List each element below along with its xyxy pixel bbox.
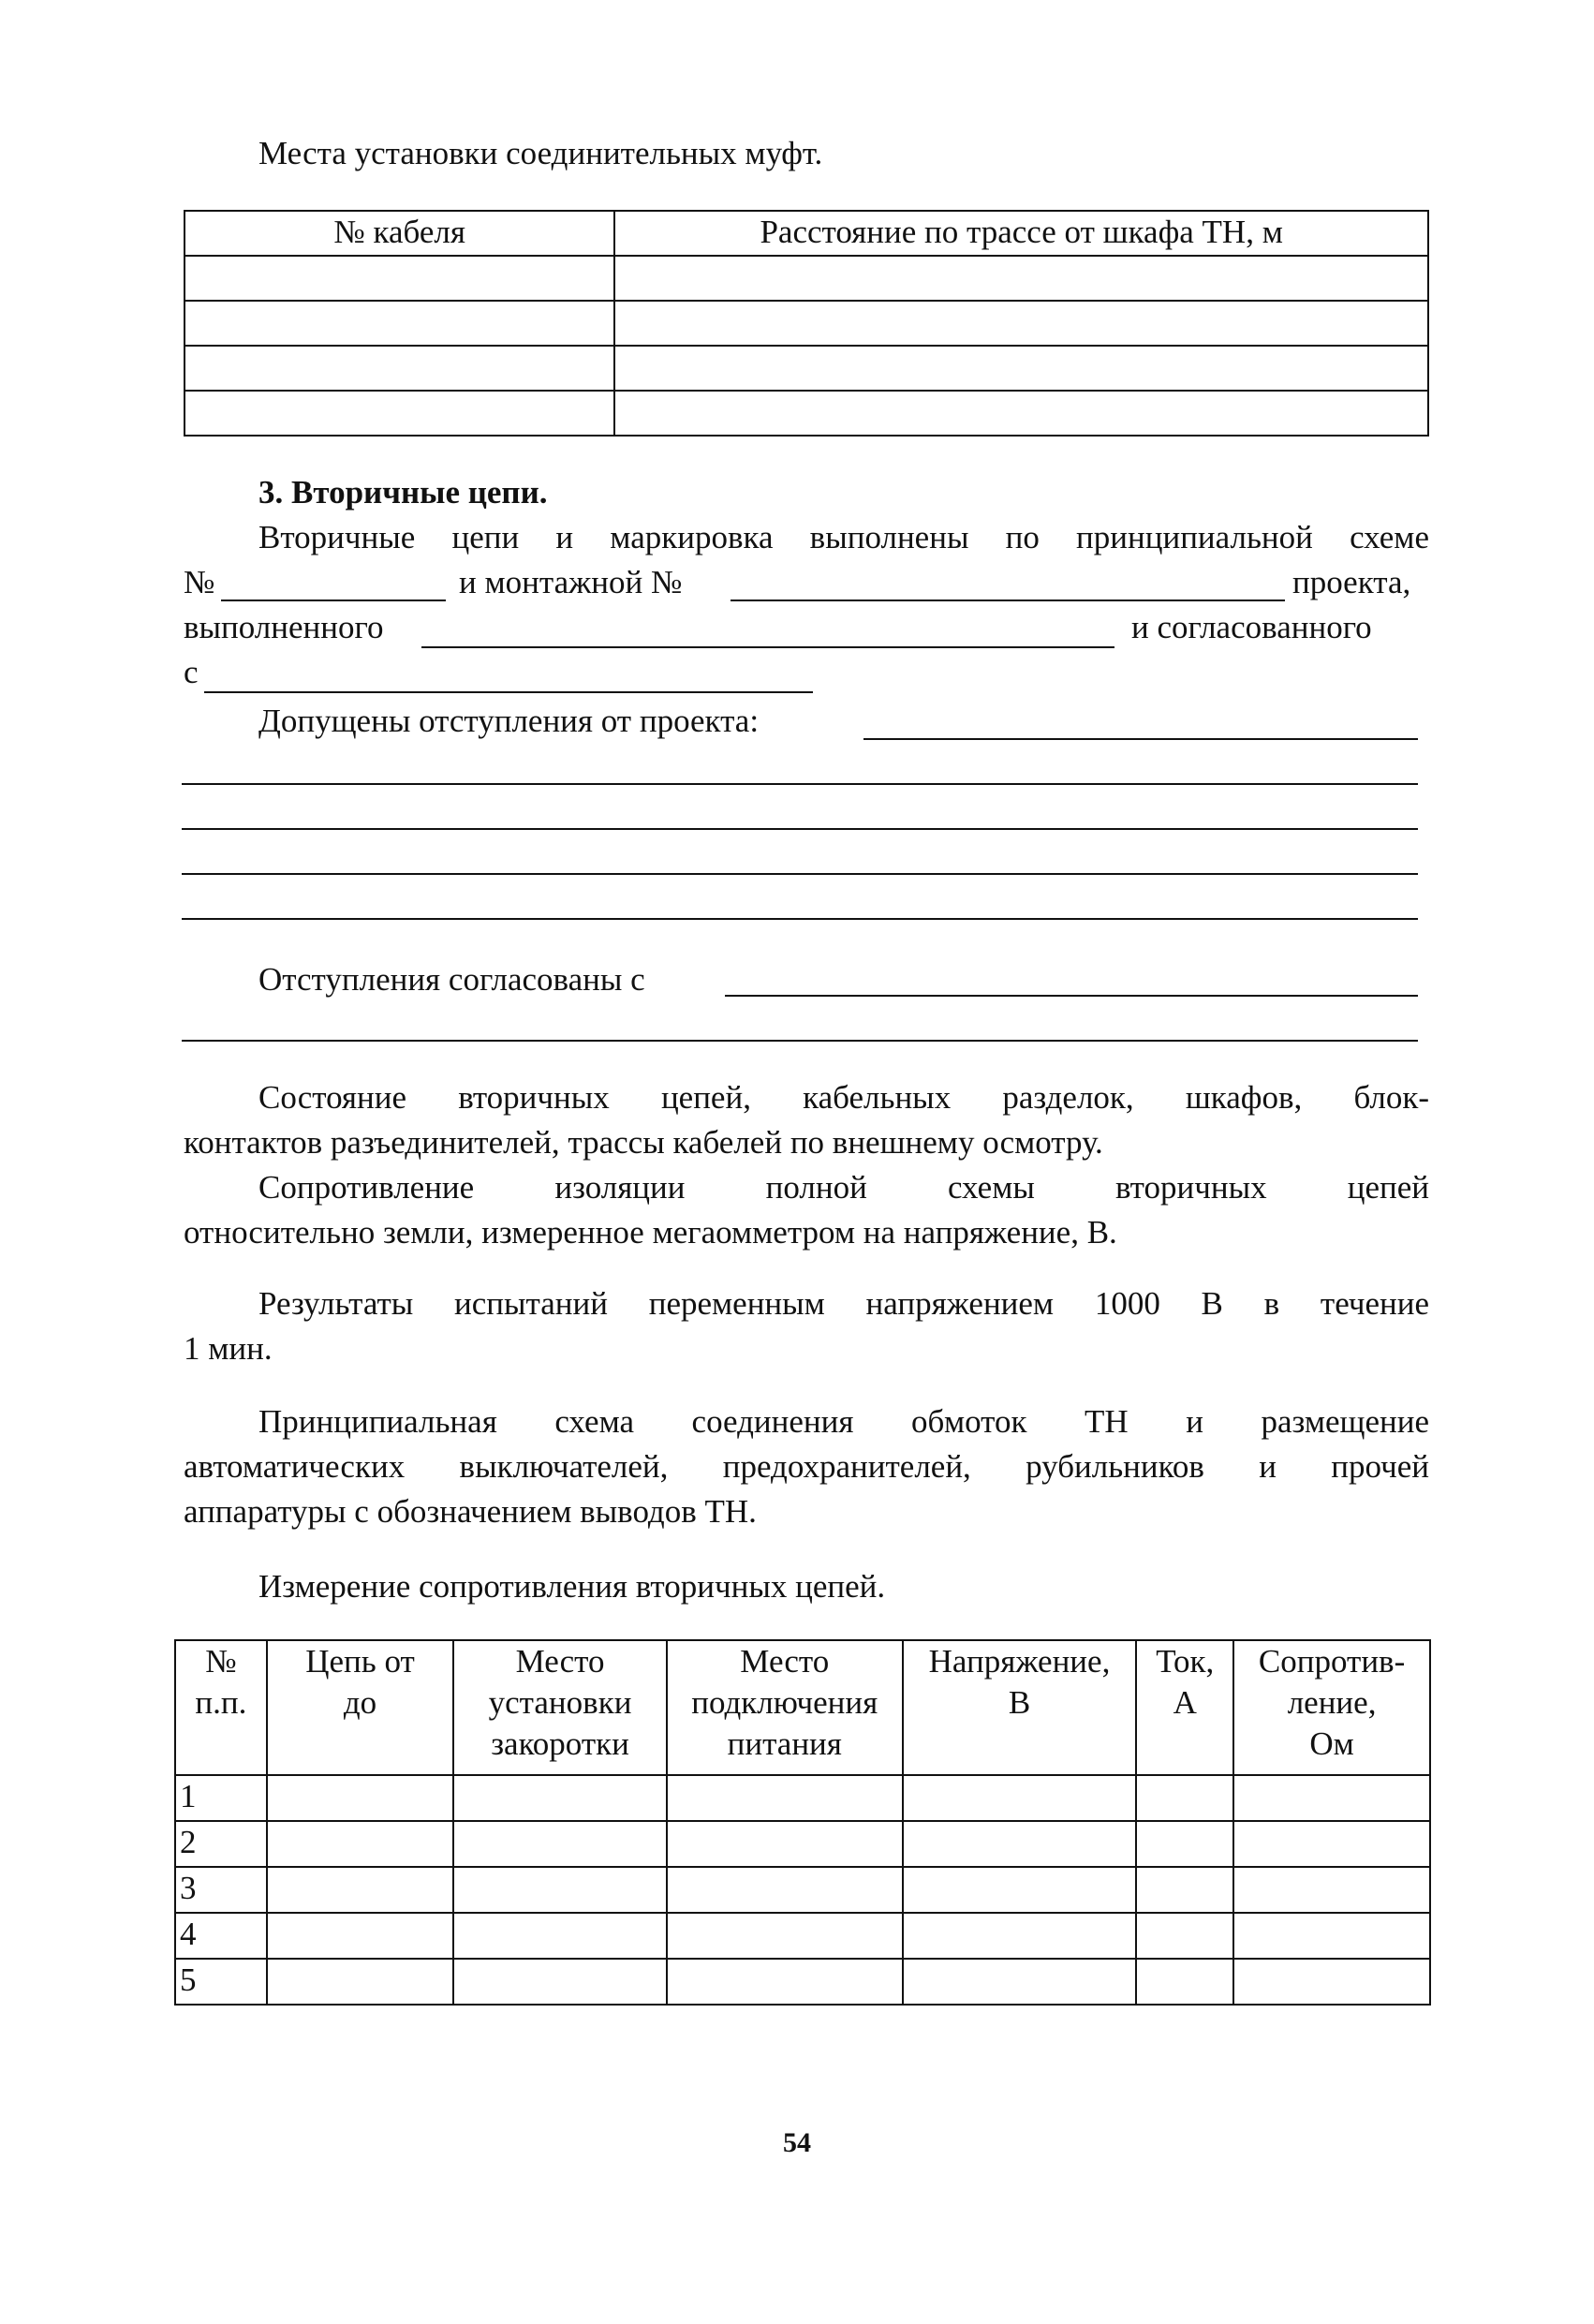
table-cell[interactable] xyxy=(453,1821,667,1867)
row-number: 1 xyxy=(175,1775,267,1821)
table-cell[interactable] xyxy=(667,1913,903,1959)
resistance-line1: Сопротивление изоляции полной схемы вторичных цепей xyxy=(258,1169,1429,1206)
scheme-line3: аппаратуры с обозначением выводов ТН. xyxy=(184,1493,757,1530)
couplings-cell[interactable] xyxy=(184,391,614,436)
table-row xyxy=(175,1867,1430,1913)
couplings-cell[interactable] xyxy=(614,301,1428,346)
executed-label: выполненного xyxy=(184,609,384,645)
table-cell[interactable] xyxy=(453,1775,667,1821)
table-cell[interactable] xyxy=(267,1959,453,2005)
agreed-with-field[interactable] xyxy=(204,691,813,693)
agreed-label: и согласованного xyxy=(1131,609,1372,645)
row-number: 4 xyxy=(175,1913,267,1959)
table-cell[interactable] xyxy=(903,1775,1137,1821)
header-number: № п.п. xyxy=(175,1640,267,1775)
page-number: 54 xyxy=(783,2127,811,2158)
table-cell[interactable] xyxy=(903,1867,1137,1913)
table-row xyxy=(175,1959,1430,2005)
header-circuit: Цепь от до xyxy=(267,1640,453,1775)
table-cell[interactable] xyxy=(667,1867,903,1913)
resistance-line2: относительно земли, измеренное мегаомметром на напряжение, В. xyxy=(184,1214,1117,1251)
table-cell[interactable] xyxy=(267,1775,453,1821)
header-short-location: Место установки закоротки xyxy=(453,1640,667,1775)
couplings-header-distance: Расстояние по трассе от шкафа ТН, м xyxy=(614,211,1428,256)
table-cell[interactable] xyxy=(267,1867,453,1913)
table-cell[interactable] xyxy=(1233,1821,1430,1867)
table-cell[interactable] xyxy=(903,1959,1137,2005)
couplings-table xyxy=(184,210,1429,437)
montage-number-field[interactable] xyxy=(731,600,1285,601)
table-cell[interactable] xyxy=(267,1913,453,1959)
deviations-line[interactable] xyxy=(182,783,1418,785)
table-cell[interactable] xyxy=(267,1821,453,1867)
table-cell[interactable] xyxy=(903,1821,1137,1867)
couplings-heading: Места установки соединительных муфт. xyxy=(258,135,823,171)
table-row xyxy=(175,1913,1430,1959)
measurement-table xyxy=(174,1639,1431,2006)
state-line1: Состояние вторичных цепей, кабельных разделок, шкафов, блок- xyxy=(258,1079,1429,1116)
couplings-header-cable: № кабеля xyxy=(184,211,614,256)
couplings-cell[interactable] xyxy=(184,346,614,391)
table-cell[interactable] xyxy=(1136,1913,1233,1959)
table-cell[interactable] xyxy=(1233,1775,1430,1821)
table-cell[interactable] xyxy=(1136,1775,1233,1821)
measurement-heading: Измерение сопротивления вторичных цепей. xyxy=(258,1568,886,1605)
scheme-line2: автоматических выключателей, предохранителей, рубильников и прочей xyxy=(184,1448,1429,1485)
couplings-cell[interactable] xyxy=(184,301,614,346)
header-current: Ток, А xyxy=(1136,1640,1233,1775)
table-cell[interactable] xyxy=(1233,1959,1430,2005)
table-cell[interactable] xyxy=(453,1867,667,1913)
montage-label: и монтажной № xyxy=(459,564,683,600)
project-label: проекта, xyxy=(1292,564,1411,600)
results-line1: Результаты испытаний переменным напряжением 1000 В в течение xyxy=(258,1285,1429,1322)
table-cell[interactable] xyxy=(903,1913,1137,1959)
table-row xyxy=(175,1821,1430,1867)
couplings-cell[interactable] xyxy=(614,346,1428,391)
deviations-line[interactable] xyxy=(182,873,1418,875)
header-voltage: Напряжение, В xyxy=(903,1640,1137,1775)
table-cell[interactable] xyxy=(667,1775,903,1821)
scheme-number-label: № xyxy=(184,564,215,600)
table-row xyxy=(175,1775,1430,1821)
deviations-line[interactable] xyxy=(182,918,1418,920)
row-number: 5 xyxy=(175,1959,267,2005)
table-cell[interactable] xyxy=(453,1959,667,2005)
row-number: 3 xyxy=(175,1867,267,1913)
table-cell[interactable] xyxy=(1136,1867,1233,1913)
row-number: 2 xyxy=(175,1821,267,1867)
deviations-agreed-label: Отступления согласованы с xyxy=(258,961,645,998)
table-cell[interactable] xyxy=(667,1959,903,2005)
header-resistance: Сопротив- ление, Ом xyxy=(1233,1640,1430,1775)
header-supply-location: Место подключения питания xyxy=(667,1640,903,1775)
table-cell[interactable] xyxy=(667,1821,903,1867)
deviations-field[interactable] xyxy=(863,738,1418,740)
couplings-cell[interactable] xyxy=(614,256,1428,301)
scheme-line1: Принципиальная схема соединения обмоток ТН и размещение xyxy=(258,1403,1429,1440)
table-cell[interactable] xyxy=(1233,1867,1430,1913)
scheme-number-field[interactable] xyxy=(221,600,446,601)
couplings-cell[interactable] xyxy=(614,391,1428,436)
deviations-line[interactable] xyxy=(182,828,1418,830)
deviations-agreed-field[interactable] xyxy=(725,995,1418,997)
table-cell[interactable] xyxy=(1233,1913,1430,1959)
with-label: с xyxy=(184,654,199,690)
section-title: 3. Вторичные цепи. xyxy=(258,474,548,511)
couplings-cell[interactable] xyxy=(184,256,614,301)
deviations-agreed-line[interactable] xyxy=(182,1040,1418,1042)
state-line2: контактов разъединителей, трассы кабелей по внешнему осмотру. xyxy=(184,1124,1103,1161)
executed-field[interactable] xyxy=(421,646,1114,648)
deviations-label: Допущены отступления от проекта: xyxy=(258,703,760,739)
table-cell[interactable] xyxy=(1136,1821,1233,1867)
table-cell[interactable] xyxy=(1136,1959,1233,2005)
results-line2: 1 мин. xyxy=(184,1330,273,1367)
section3-line1: Вторичные цепи и маркировка выполнены по принципиальной схеме xyxy=(258,519,1429,555)
table-cell[interactable] xyxy=(453,1913,667,1959)
